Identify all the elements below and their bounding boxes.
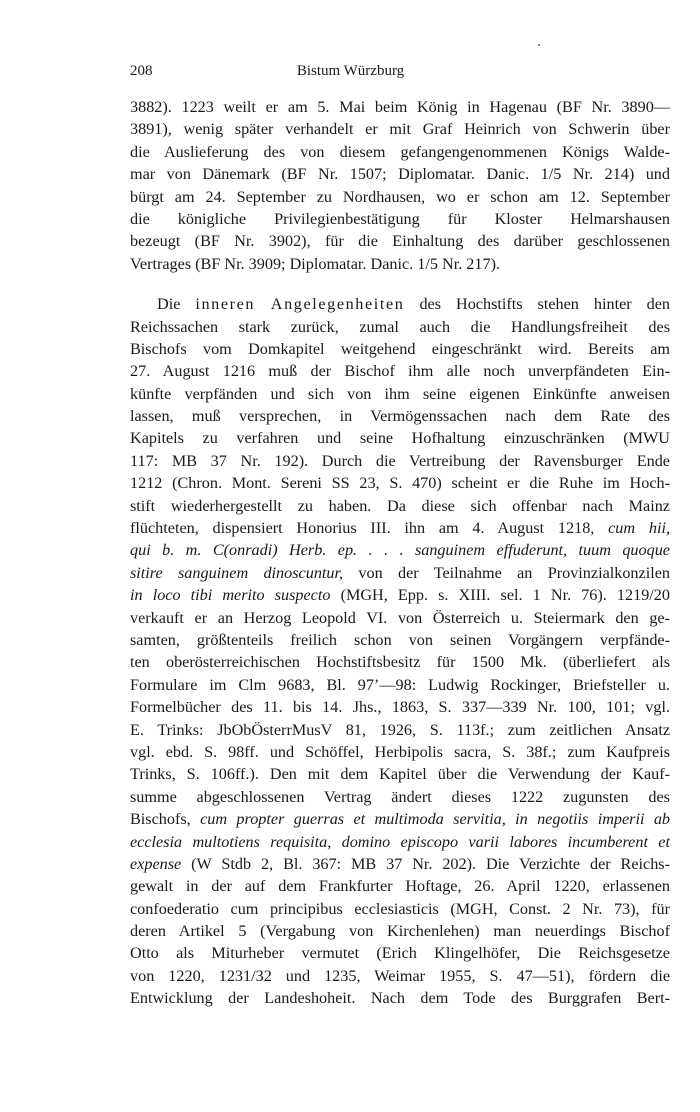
text-line <box>130 517 670 539</box>
text-line <box>130 293 670 315</box>
latin-quote: sitire sanguinem dinoscuntur, <box>130 563 344 582</box>
text-line: vgl. ebd. S. 98ff. und Schöffel, Herbipolis sacra, S. 38f.; zum Kaufpreis <box>130 742 670 761</box>
text-line: Formulare im Clm 9683, Bl. 97’—98: Ludwig Rockinger, Briefsteller u. <box>130 675 670 694</box>
text-line: samten, größtenteils freilich schon von seinen Vorgängern verpfände- <box>130 630 670 649</box>
latin-quote: cum hii, <box>608 519 670 538</box>
text-line: Formelbücher des 11. bis 14. Jhs., 1863, S. 337—339 Nr. 100, 101; vgl. <box>130 698 670 717</box>
text-line: 3891), wenig später verhandelt er mit Graf Heinrich von Schwerin über <box>130 120 670 139</box>
text-line: Vertrages (BF Nr. 3909; Diplomatar. Danic. 1/5 Nr. 217). <box>130 254 501 273</box>
text-line <box>130 584 670 606</box>
text-line: Reichssachen stark zurück, zumal auch die Handlungsfreiheit des <box>130 317 670 336</box>
text-line: bezeugt (BF Nr. 3902), für die Einhaltung des darüber geschlossenen <box>130 232 670 251</box>
text-line: von 1220, 1231/32 und 1235, Weimar 1955, S. 47—51), fördern die <box>130 966 670 985</box>
text-line: confoederatio cum principibus ecclesiasticis (MGH, Const. 2 Nr. 73), für <box>130 899 670 918</box>
text-line: bürgt am 24. September zu Nordhausen, wo er schon am 12. September <box>130 187 670 206</box>
text-line: deren Artikel 5 (Vergabung von Kirchenlehen) man neuerdings Bischof <box>130 922 670 941</box>
paragraph-2 <box>130 293 670 1010</box>
text-line <box>130 853 670 875</box>
text-line: ten oberösterreichischen Hochstiftsbesitz für 1500 Mk. (überliefert als <box>130 653 670 672</box>
page-number: 208 <box>130 63 153 79</box>
text-run: von der Teilnahme an Provinzialkonzilen <box>343 563 670 582</box>
text-line: E. Trinks: JbObÖsterrMusV 81, 1926, S. 113f.; zum zeitlichen Ansatz <box>130 720 670 739</box>
margin-dot <box>538 44 540 46</box>
latin-quote: cum propter guerras et multimoda servitia, in negotiis imperii ab <box>200 810 671 829</box>
text-line: Entwicklung der Landeshoheit. Nach dem Tode des Burggrafen Bert- <box>130 989 670 1008</box>
text-line: verkauft er an Herzog Leopold VI. von Österreich u. Steiermark den ge- <box>130 608 670 627</box>
text-line: 3882). 1223 weilt er am 5. Mai beim König in Hagenau (BF Nr. 3890— <box>130 98 670 116</box>
running-title: Bistum Würzburg <box>296 63 405 79</box>
text-run: (MGH, Epp. s. XIII. sel. 1 Nr. 76). 1219/20 <box>330 586 670 605</box>
text-line: summe abgeschlossenen Vertrag ändert dieses 1222 zugunsten des <box>130 787 670 806</box>
text-run: Die <box>157 295 196 314</box>
text-line: 1212 (Chron. Mont. Sereni SS 23, S. 470) scheint er die Ruhe im Hoch- <box>130 474 670 493</box>
text-line: Bischofs vom Domkapitel weitgehend eingeschränkt wird. Bereits am <box>130 339 670 358</box>
text-line: 117: MB 37 Nr. 192). Durch die Vertreibung der Ravensburger Ende <box>130 451 670 470</box>
paragraph-gap <box>130 275 670 293</box>
text-line: künfte verpfänden und sich von ihm seine eigenen Einkünfte anweisen <box>130 384 670 403</box>
paragraph-1 <box>130 96 670 275</box>
text-line: Trinks, S. 106ff.). Den mit dem Kapitel über die Verwendung der Kauf- <box>130 765 670 784</box>
body-text <box>130 96 670 1010</box>
latin-quote: in loco tibi merito suspecto <box>130 586 331 605</box>
latin-quote: expense <box>130 854 182 873</box>
emphasis-spaced: inneren Angelegenheiten <box>195 295 405 314</box>
text-run: des Hochstifts stehen hinter den <box>404 295 670 314</box>
text-line: Kapitels zu verfahren und seine Hofhaltung einzuschränken (MWU <box>130 429 670 448</box>
text-line: stift wiederhergestellt zu haben. Da diese sich offenbar nach Mainz <box>130 496 670 515</box>
text-run: (W Stdb 2, Bl. 367: MB 37 Nr. 202). Die Verzichte der Reichs- <box>181 854 670 873</box>
text-line: ecclesia multotiens requisita, domino episcopo varii labores incumberent et <box>130 832 670 851</box>
page-header <box>130 63 571 81</box>
text-line: mar von Dänemark (BF Nr. 1507; Diplomatar. Danic. 1/5 Nr. 214) und <box>130 165 670 184</box>
text-line: Otto als Miturheber vermutet (Erich Klingelhöfer, Die Reichsgesetze <box>130 944 670 963</box>
text-line: qui b. m. C(onradi) Herb. ep. . . . sanguinem effuderunt, tuum quoque <box>130 541 670 560</box>
text-line: die königliche Privilegienbestätigung für Kloster Helmarshausen <box>130 209 670 228</box>
text-line: 27. August 1216 muß der Bischof ihm alle noch unverpfändeten Ein- <box>130 362 670 381</box>
text-line: lassen, muß versprechen, in Vermögenssachen nach dem Rate des <box>130 407 670 426</box>
text-run: flüchteten, dispensiert Honorius III. ihn am 4. August 1218, <box>130 519 609 538</box>
text-line <box>130 562 670 584</box>
text-line: gewalt in der auf dem Frankfurter Hoftage, 26. April 1220, erlassenen <box>130 877 670 896</box>
text-line <box>130 808 670 830</box>
text-run: Bischofs, <box>130 810 201 829</box>
text-line: die Auslieferung des von diesem gefangengenommenen Königs Walde- <box>130 142 670 161</box>
